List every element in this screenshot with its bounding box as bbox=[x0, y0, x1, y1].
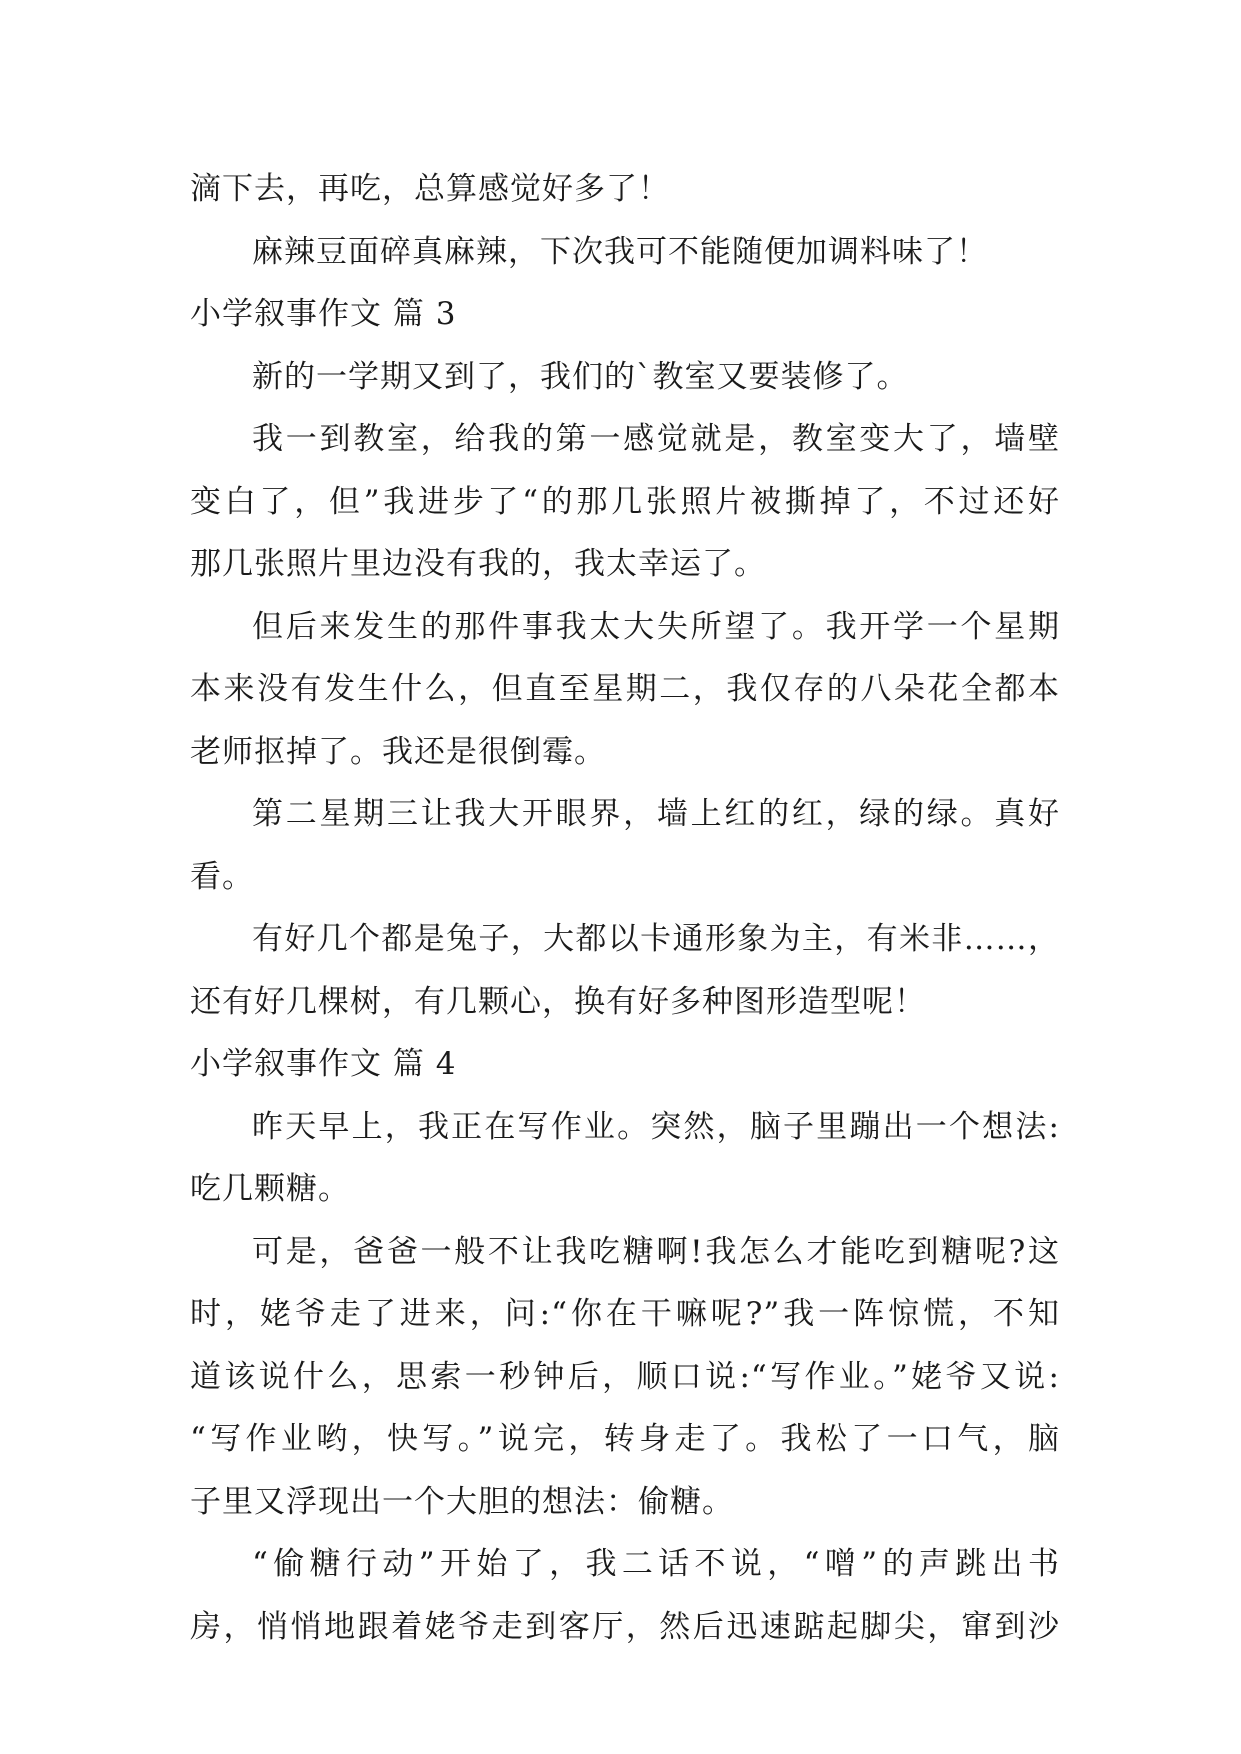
paragraph-line: 那几张照片里边没有我的，我太幸运了。 bbox=[190, 546, 766, 582]
paragraph-line: 老师抠掉了。我还是很倒霉。 bbox=[190, 733, 606, 770]
paragraph-line: 昨天早上，我正在写作业。突然，脑子里蹦出一个想法: bbox=[252, 1108, 1060, 1145]
paragraph-line: 滴下去，再吃，总算感觉好多了！ bbox=[190, 171, 670, 207]
paragraph-line: 道该说什么，思索一秒钟后，顺口说:“写作业。”姥爷又说: bbox=[190, 1358, 1060, 1395]
paragraph-line: 本来没有发生什么，但直至星期二，我仅存的八朵花全都本 bbox=[190, 671, 1060, 707]
paragraph-line: 吃几颗糖。 bbox=[190, 1171, 350, 1207]
paragraph-line: 有好几个都是兔子，大都以卡通形象为主，有米非……， bbox=[252, 921, 1060, 957]
paragraph-line: 变白了，但”我进步了“的那几张照片被撕掉了，不过还好 bbox=[190, 483, 1060, 520]
paragraph-line: 但后来发生的那件事我太大失所望了。我开学一个星期 bbox=[252, 608, 1060, 645]
section-heading: 小学叙事作文 篇 3 bbox=[190, 296, 457, 332]
paragraph-line: 第二星期三让我大开眼界，墙上红的红，绿的绿。真好 bbox=[252, 796, 1060, 832]
paragraph-line: 时，姥爷走了进来，问:“你在干嘛呢?”我一阵惊慌，不知 bbox=[190, 1296, 1060, 1332]
paragraph-line: 我一到教室，给我的第一感觉就是，教室变大了，墙壁 bbox=[252, 421, 1060, 457]
section-heading: 小学叙事作文 篇 4 bbox=[190, 1046, 457, 1082]
document-body bbox=[190, 158, 1060, 1658]
paragraph-line: 子里又浮现出一个大胆的想法：偷糖。 bbox=[190, 1483, 734, 1520]
paragraph-line: 麻辣豆面碎真麻辣，下次我可不能随便加调料味了！ bbox=[252, 233, 988, 270]
paragraph-line: “偷糖行动”开始了，我二话不说，“噌”的声跳出书 bbox=[252, 1546, 1060, 1582]
paragraph-line: 还有好几棵树，有几颗心，换有好多种图形造型呢！ bbox=[190, 983, 926, 1020]
paragraph-line: 可是，爸爸一般不让我吃糖啊!我怎么才能吃到糖呢?这 bbox=[252, 1233, 1060, 1270]
paragraph-line: 看。 bbox=[190, 858, 254, 895]
paragraph-line: 新的一学期又到了，我们的`教室又要装修了。 bbox=[252, 358, 909, 395]
paragraph-line: “写作业哟，快写。”说完，转身走了。我松了一口气，脑 bbox=[190, 1421, 1060, 1457]
paragraph-line: 房，悄悄地跟着姥爷走到客厅，然后迅速踮起脚尖，窜到沙 bbox=[190, 1608, 1060, 1645]
